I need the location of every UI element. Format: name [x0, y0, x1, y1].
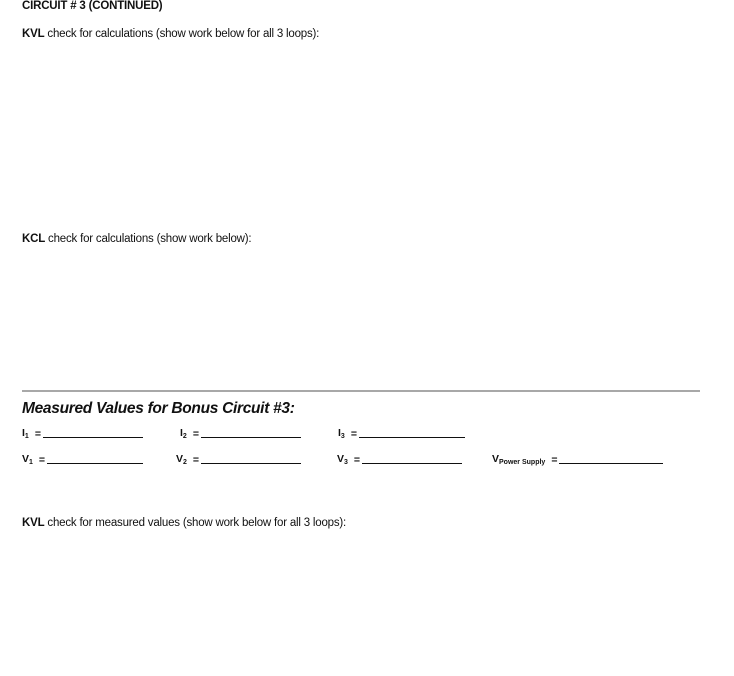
i1-label: $I_1$: [22, 427, 29, 440]
v1-blank-line[interactable]: [47, 463, 143, 464]
i3-field: [338, 427, 465, 440]
kcl-calculations-instruction: [22, 233, 251, 245]
i2-field: [180, 427, 301, 440]
v1-equals: =: [38, 454, 46, 466]
v3-equals: =: [353, 454, 361, 466]
i3-blank-line[interactable]: [359, 437, 465, 438]
v1-label: $V_1$: [22, 453, 33, 466]
v3-blank-line[interactable]: [362, 463, 462, 464]
vpower-supply-equals: =: [551, 454, 558, 466]
kvl-measured-text: check for measured values (show work below for all 3 loops):: [44, 517, 347, 529]
section-divider: [22, 390, 700, 392]
kvl-label: KVL: [22, 28, 45, 40]
kvl-measured-label: KVL: [22, 517, 45, 529]
i3-equals: =: [350, 428, 357, 440]
kcl-label: KCL: [22, 233, 46, 245]
v2-equals: =: [192, 454, 200, 466]
v2-field: [176, 453, 301, 466]
v2-blank-line[interactable]: [201, 463, 301, 464]
vpower-supply-blank-line[interactable]: [559, 463, 663, 464]
section-title: CIRCUIT # 3 (CONTINUED): [22, 0, 163, 12]
kvl-instruction-text: check for calculations (show work below for all 3 loops):: [44, 28, 320, 40]
i1-equals: =: [34, 428, 41, 440]
v2-label: $V_2$: [176, 453, 187, 466]
v3-label: $V_3$: [337, 453, 348, 466]
vpower-supply-label: $V_{Power Supply}$: [492, 453, 546, 466]
v3-field: [337, 453, 462, 466]
i2-equals: =: [192, 428, 199, 440]
v1-field: [22, 453, 143, 466]
i1-field: [22, 427, 143, 440]
kvl-calculations-instruction: [22, 28, 319, 40]
i2-blank-line[interactable]: [201, 437, 301, 438]
kcl-instruction-text: check for calculations (show work below):: [45, 233, 252, 245]
i1-blank-line[interactable]: [43, 437, 143, 438]
kvl-measured-instruction: [22, 517, 346, 529]
vpower-supply-field: [492, 453, 663, 466]
i3-label: $I_3$: [338, 427, 345, 440]
measured-values-title: Measured Values for Bonus Circuit #3:: [22, 400, 295, 417]
i2-label: $I_2$: [180, 427, 187, 440]
